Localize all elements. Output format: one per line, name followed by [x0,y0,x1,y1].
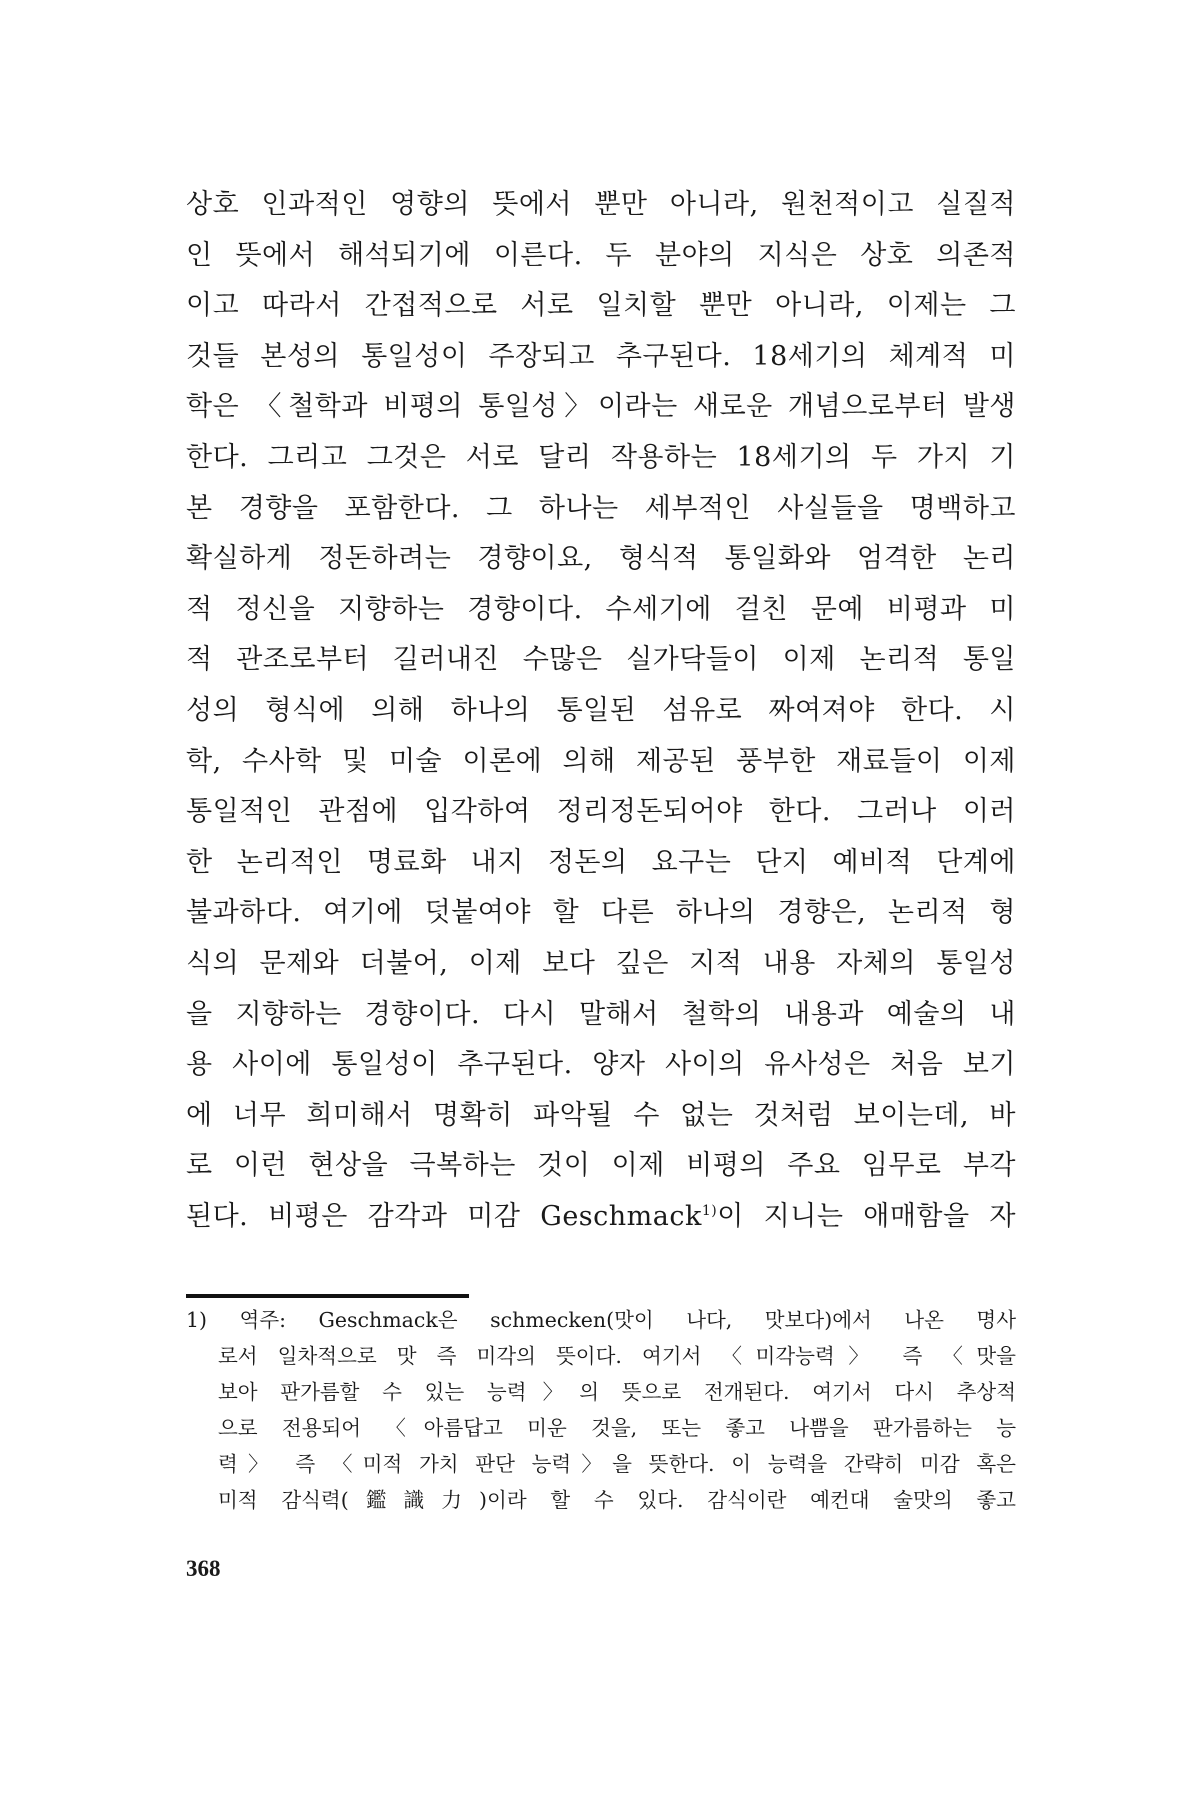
footnote-reference[interactable]: 1) [701,1202,718,1219]
body-line: 한다. 그리고 그것은 서로 달리 작용하는 18세기의 두 가지 기 [186,441,1016,473]
page-number: 368 [186,1556,221,1581]
body-line: 을 지향하는 경향이다. 다시 말해서 철학의 내용과 예술의 내 [186,998,1016,1030]
body-line: 에 너무 희미해서 명확히 파악될 수 없는 것처럼 보이는데, 바 [186,1099,1016,1131]
footnote-line: 으로 전용되어 〈아름답고 미운 것을, 또는 좋고 나쁨을 판가름하는 능 [218,1416,1016,1440]
body-line-text: 된다. 비평은 감각과 미감 Geschmack [186,1200,702,1232]
footnote-line: 보아 판가름할 수 있는 능력〉의 뜻으로 전개된다. 여기서 다시 추상적 [218,1380,1016,1404]
footnote-line: 미적 감식력(鑑識力)이라 할 수 있다. 감식이란 예컨대 술맛의 좋고 [218,1488,1016,1512]
body-line: 본 경향을 포함한다. 그 하나는 세부적인 사실들을 명백하고 [186,492,1016,524]
body-line: 것들 본성의 통일성이 주장되고 추구된다. 18세기의 체계적 미 [186,340,1016,372]
footnotes [186,1302,1016,1518]
body-text [186,180,1016,1242]
footnote-line: 력〉 즉 〈미적 가치 판단 능력〉을 뜻한다. 이 능력을 간략히 미감 혹은 [218,1452,1016,1476]
body-line: 한 논리적인 명료화 내지 정돈의 요구는 단지 예비적 단계에 [186,846,1016,878]
body-line: 적 정신을 지향하는 경향이다. 수세기에 걸친 문예 비평과 미 [186,593,1016,625]
body-line: 학은 〈철학과 비평의 통일성〉이라는 새로운 개념으로부터 발생 [186,391,1016,423]
footnote-divider [186,1294,469,1298]
body-line: 식의 문제와 더불어, 이제 보다 깊은 지적 내용 자체의 통일성 [186,947,1016,979]
footnote-line: 로서 일차적으로 맛 즉 미각의 뜻이다. 여기서 〈미각능력〉 즉 〈맛을 [218,1344,1016,1368]
body-line-with-footnote-ref [186,1192,1016,1243]
body-line: 성의 형식에 의해 하나의 통일된 섬유로 짜여져야 한다. 시 [186,694,1016,726]
body-line: 불과하다. 여기에 덧붙여야 할 다른 하나의 경향은, 논리적 형 [186,897,1016,929]
body-line: 확실하게 정돈하려는 경향이요, 형식적 통일화와 엄격한 논리 [186,543,1016,575]
body-line: 이고 따라서 간접적으로 서로 일치할 뿐만 아니라, 이제는 그 [186,290,1016,322]
body-line: 학, 수사학 및 미술 이론에 의해 제공된 풍부한 재료들이 이제 [186,745,1016,777]
footnote-line: 1) 역주: Geschmack은 schmecken(맛이 나다, 맛보다)에서 나온 명사 [186,1308,1016,1332]
body-line: 통일적인 관점에 입각하여 정리정돈되어야 한다. 그러나 이러 [186,796,1016,828]
body-line: 용 사이에 통일성이 추구된다. 양자 사이의 유사성은 처음 보기 [186,1049,1016,1081]
body-line: 적 관조로부터 길러내진 수많은 실가닥들이 이제 논리적 통일 [186,644,1016,676]
body-line: 인 뜻에서 해석되기에 이른다. 두 분야의 지식은 상호 의존적 [186,239,1016,271]
body-line-text: 이 지니는 애매함을 자 [717,1200,1016,1232]
body-line: 상호 인과적인 영향의 뜻에서 뿐만 아니라, 원천적이고 실질적 [186,189,1016,220]
body-line: 로 이런 현상을 극복하는 것이 이제 비평의 주요 임무로 부각 [186,1150,1016,1182]
